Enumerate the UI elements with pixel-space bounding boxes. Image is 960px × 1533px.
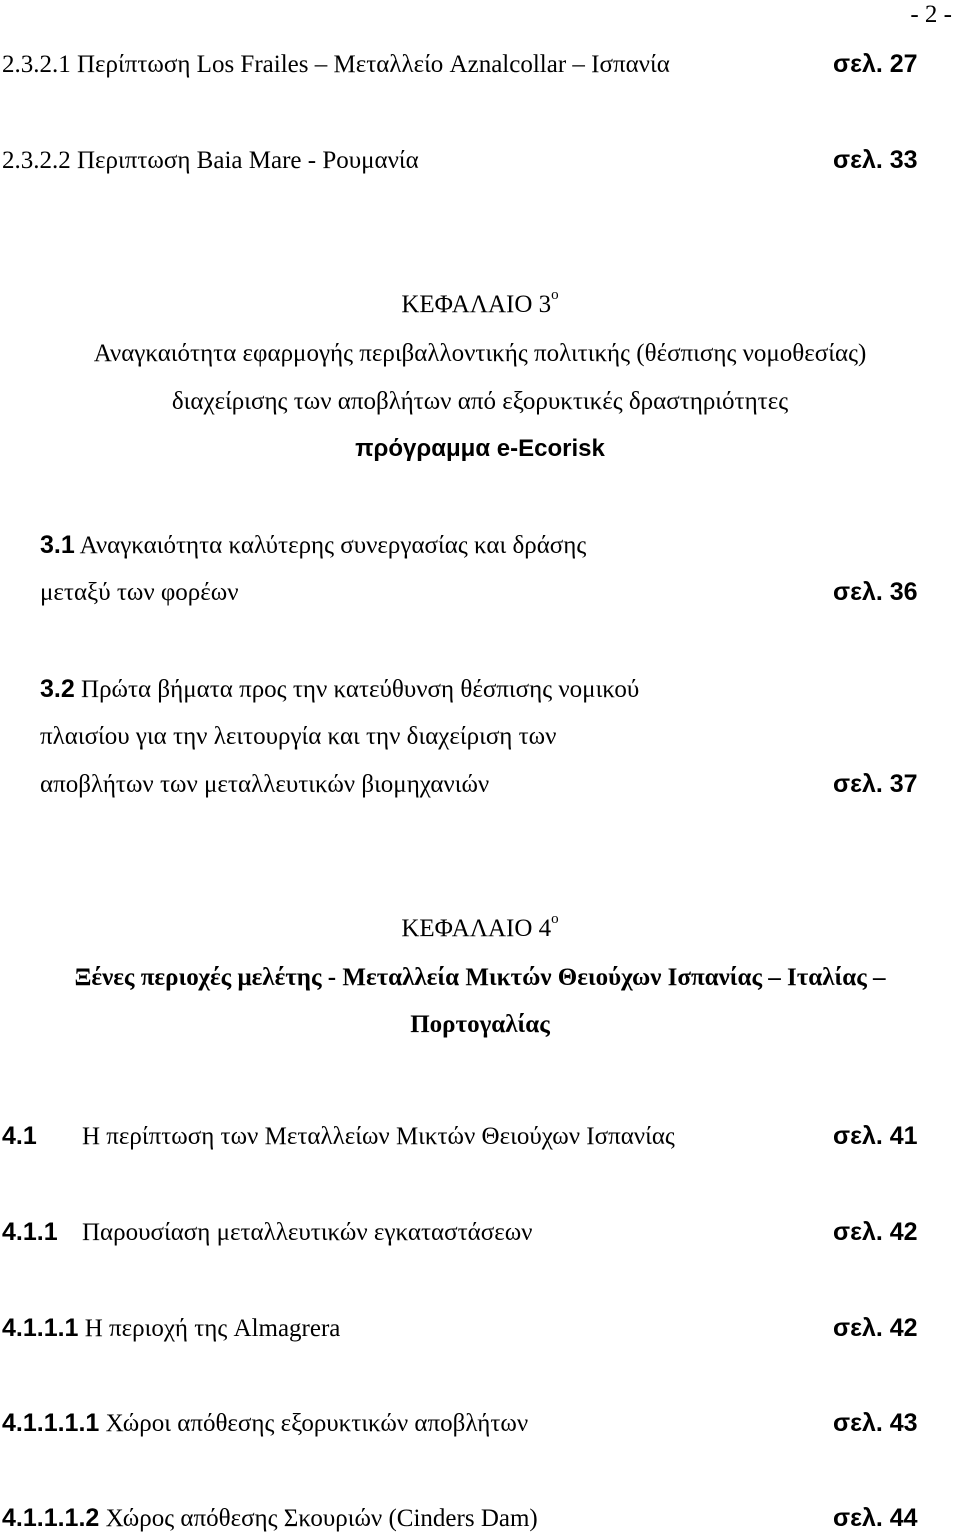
toc-entry-page: σελ. 33 [833, 146, 918, 174]
toc-entry-title: Περιπτωση Baia Mare - Ρουμανία [70, 147, 419, 174]
chapter-heading-superscript: ο [551, 911, 559, 927]
toc-entry-page: σελ. 37 [833, 770, 918, 798]
toc-entry-title: Χώροι απόθεσης εξορυκτικών αποβλήτων [99, 1410, 529, 1437]
toc-entry-4-1-1[interactable]: Παρουσίαση μεταλλευτικών εγκαταστάσεων [82, 1219, 533, 1246]
toc-entry-3-1-line-2: μεταξύ των φορέων [40, 579, 239, 606]
toc-entry-4-1[interactable]: Η περίπτωση των Μεταλλείων Μικτών Θειούχων Ισπανίας [82, 1123, 675, 1150]
chapter-3-title-line-1: Αναγκαιότητα εφαρμογής περιβαλλοντικής πολιτικής (θέσπισης νομοθεσίας) [93, 340, 867, 367]
toc-entry-page: σελ. 27 [833, 50, 918, 78]
toc-entry-4-1-1-1[interactable] [2, 1316, 340, 1341]
toc-entry-page: σελ. 42 [833, 1218, 918, 1246]
toc-entry-number: 2.3.2.1 [2, 51, 71, 78]
chapter-heading-superscript: ο [551, 287, 559, 303]
toc-entry-number: 4.1.1.1.1 [2, 1409, 100, 1437]
toc-entry-4-1-1-1-2[interactable] [2, 1506, 538, 1531]
chapter-3-title-line-3: πρόγραμμα e-Ecorisk [355, 435, 605, 462]
chapter-4-title-line-2: Πορτογαλίας [410, 1011, 550, 1038]
chapter-4-title-line-1: Ξένες περιοχές μελέτης - Μεταλλεία Μικτών Θειούχων Ισπανίας – Ιταλίας – [74, 964, 886, 991]
toc-entry-number: 3.1 [40, 531, 75, 559]
toc-entry-page: σελ. 42 [833, 1314, 918, 1342]
toc-entry-number: 4.1.1 [2, 1218, 58, 1246]
toc-entry-title: Περίπτωση Los Frailes – Μεταλλείο Aznalcollar – Ισπανία [70, 51, 670, 78]
toc-entry-4-1-1-1-1[interactable] [2, 1411, 528, 1436]
toc-entry-number: 2.3.2.2 [2, 147, 71, 174]
toc-entry-page: σελ. 36 [833, 578, 918, 606]
chapter-heading-text: ΚΕΦΑΛΑΙΟ 3 [401, 291, 552, 318]
toc-entry-title: Χώρος απόθεσης Σκουριών (Cinders Dam) [99, 1505, 538, 1532]
toc-entry-page: σελ. 41 [833, 1122, 918, 1150]
toc-entry-title: Πρώτα βήματα προς την κατεύθυνση θέσπισης νομικού [74, 676, 640, 703]
toc-entry-2-3-2-1[interactable] [2, 52, 670, 77]
chapter-3-heading [0, 287, 960, 318]
toc-entry-title: Η περιοχή της Almagrera [78, 1315, 341, 1342]
toc-entry-page: σελ. 43 [833, 1409, 918, 1437]
chapter-3-title-line-2: διαχείρισης των αποβλήτων από εξορυκτικές δραστηριότητες [171, 388, 789, 415]
toc-entry-2-3-2-2[interactable] [2, 148, 419, 173]
toc-entry-3-1[interactable] [40, 533, 586, 558]
toc-entry-number: 4.1.1.1 [2, 1314, 79, 1342]
toc-entry-3-2-line-2: πλαισίου για την λειτουργία και την διαχείριση των [40, 723, 557, 750]
toc-entry-number: 4.1.1.1.2 [2, 1504, 100, 1532]
page-number: - 2 - [910, 1, 952, 28]
chapter-heading-text: ΚΕΦΑΛΑΙΟ 4 [401, 915, 552, 942]
toc-entry-title: Αναγκαιότητα καλύτερης συνεργασίας και δράσης [74, 532, 587, 559]
toc-entry-3-2[interactable] [40, 677, 639, 702]
toc-entry-3-2-line-3: αποβλήτων των μεταλλευτικών βιομηχανιών [40, 771, 490, 798]
chapter-4-heading [0, 911, 960, 942]
toc-entry-page: σελ. 44 [833, 1504, 918, 1532]
toc-entry-number: 3.2 [40, 675, 75, 703]
toc-entry-number: 4.1 [2, 1122, 37, 1150]
